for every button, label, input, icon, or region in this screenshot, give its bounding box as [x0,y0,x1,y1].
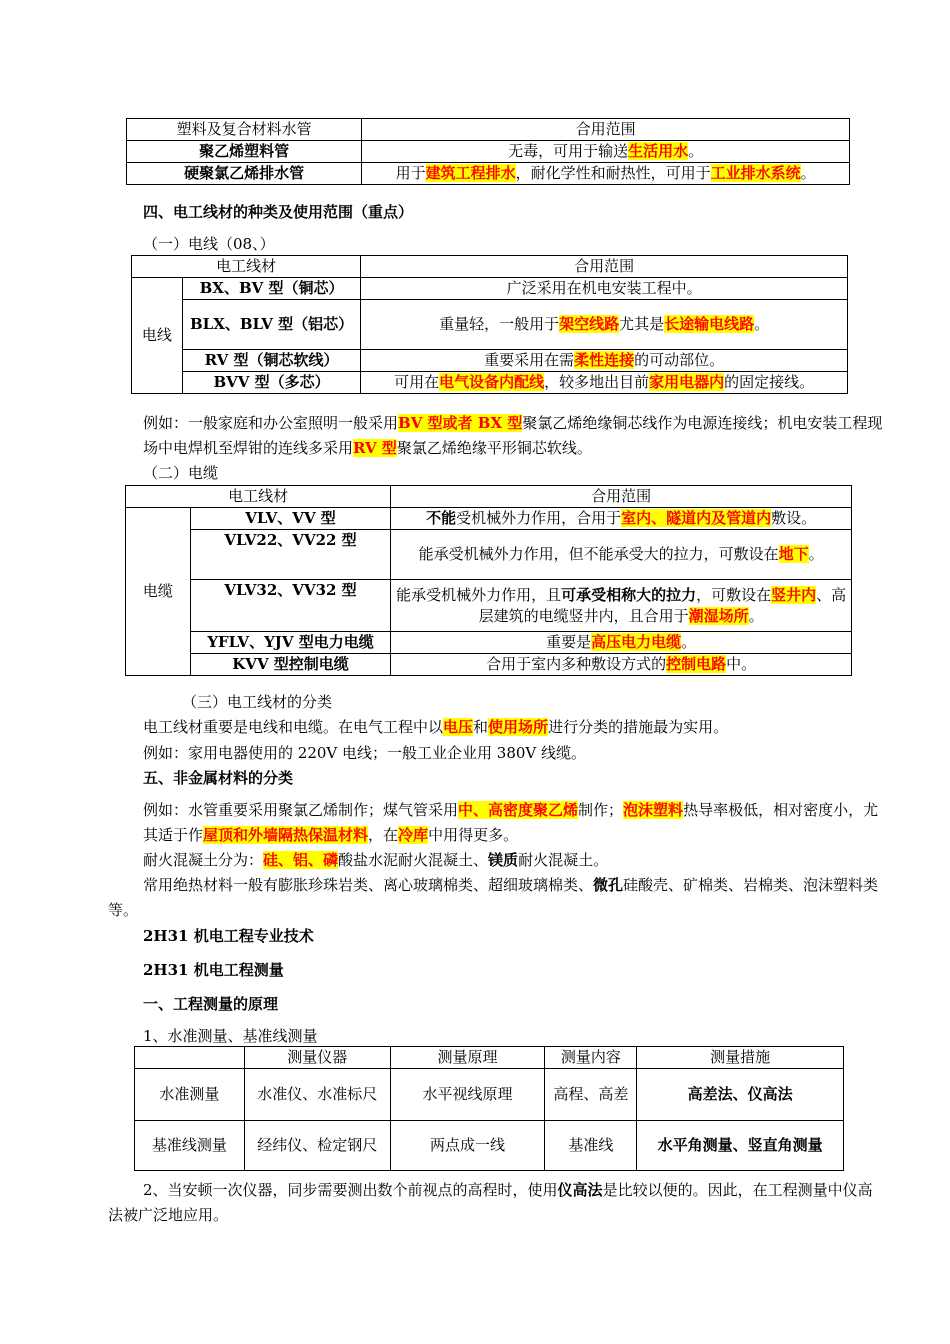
survey-subtitle: 1、水准测量、基准线测量 [143,1027,318,1045]
highlight: 冷库 [398,826,429,844]
survey-method: 高差法、仪高法 [637,1069,844,1121]
wire-type: RV 型（铜芯软线） [182,350,360,372]
cable-desc: 重要是高压电力电缆。 [391,632,852,654]
highlight: 控制电路 [666,655,727,673]
highlight: BV 型或者 BX 型 [398,414,523,432]
wire-subtitle: （一）电线（08、） [143,235,275,253]
class-example: 例如：家用电器使用的 220V 电线；一般工业企业用 380V 线缆。 [143,744,587,762]
highlight: 潮湿场所 [688,606,749,625]
survey-principle: 水平视线原理 [390,1069,545,1121]
table-row [135,1069,844,1121]
highlight: 架空线路 [559,315,620,333]
highlight: RV 型 [353,439,397,457]
section5-title: 五、非金属材料的分类 [143,769,294,787]
highlight: 高压电力电缆 [591,633,682,651]
cable-type: VLV22、VV22 型 [190,530,390,580]
wire-example: 例如：一般家庭和办公室照明一般采用BV 型或者 BX 型聚氯乙烯绝缘铜芯线作为电源连接线；机电安装工程现场中电焊机至焊钳的连线多采用RV 型聚氯乙烯绝缘平形铜芯软线。 [143,414,883,457]
insulation-line: 常用绝热材料一般有膨胀珍珠岩类、离心玻璃棉类、超细玻璃棉类、微孔硅酸壳、矿棉类、岩棉类、泡沫塑料类等。 [108,876,879,919]
table-row [132,300,848,350]
highlight: 中、高密度聚乙烯 [458,801,579,819]
wire-desc: 重量轻，一般用于架空线路尤其是长途输电线路。 [361,300,848,350]
highlight: 硅、铝、磷 [263,851,339,869]
highlight: 屋顶和外墙隔热保温材料 [203,826,369,844]
pipe-desc: 用于建筑工程排水，耐化学性和耐热性，可用于工业排水系统。 [362,163,850,185]
header-cell: 测量原理 [390,1047,545,1069]
survey-principle: 两点成一线 [390,1121,545,1171]
highlight: 竖井内 [771,585,817,604]
highlight: 电压 [443,718,474,736]
wire-table [131,255,848,394]
section4-title: 四、电工线材的种类及使用范围（重点） [143,203,414,221]
cable-type: YFLV、YJV 型电力电缆 [190,632,390,654]
highlight: 柔性连接 [574,351,635,369]
wire-desc: 广泛采用在机电安装工程中。 [361,278,848,300]
wire-type: BVV 型（多芯） [182,372,360,394]
group-cell: 电线 [132,278,183,394]
plastic-pipe-table [126,118,850,185]
group-cell: 电缆 [126,508,191,676]
cable-type: VLV、VV 型 [190,508,390,530]
table-row [135,1121,844,1171]
header-cell: 合用范围 [362,119,850,141]
highlight: 家用电器内 [649,373,725,391]
header-cell: 测量仪器 [244,1047,390,1069]
section1-title: 一、工程测量的原理 [143,995,279,1013]
survey-content: 高程、高差 [545,1069,637,1121]
wire-desc: 重要采用在需柔性连接的可动部位。 [361,350,848,372]
survey-type: 基准线测量 [135,1121,245,1171]
highlight: 生活用水 [628,142,689,160]
survey-method: 水平角测量、竖直角测量 [637,1121,844,1171]
cable-subtitle: （二）电缆 [143,464,219,482]
header-cell: 测量措施 [637,1047,844,1069]
table-row [132,350,848,372]
highlight: 使用场所 [488,718,549,736]
survey-table [134,1046,844,1171]
survey-content: 基准线 [545,1121,637,1171]
highlight: 电气设备内配线 [439,373,545,391]
table-row [127,163,850,185]
highlight: 泡沫塑料 [623,801,684,819]
table-header-row [126,486,852,508]
pipe-desc: 无毒，可用于输送生活用水。 [362,141,850,163]
survey-instrument: 经纬仪、检定钢尺 [244,1121,390,1171]
cable-table [125,485,852,676]
header-cell: 电工线材 [132,256,361,278]
section-title: 2H31 机电工程测量 [143,961,284,979]
table-row [126,632,852,654]
refractory-line: 耐火混凝土分为：硅、铝、磷酸盐水泥耐火混凝土、镁质耐火混凝土。 [143,851,609,869]
highlight: 地下 [778,545,809,563]
chapter-title: 2H31 机电工程专业技术 [143,927,314,945]
header-cell: 测量内容 [545,1047,637,1069]
table-row [127,141,850,163]
highlight: 工业排水系统 [710,164,801,182]
table-row [126,508,852,530]
table-row [126,654,852,676]
pipe-name: 聚乙烯塑料管 [127,141,362,163]
survey-instrument: 水准仪、水准标尺 [244,1069,390,1121]
table-header-row [127,119,850,141]
survey-note: 2、当安顿一次仪器，同步需要测出数个前视点的高程时，使用仪高法是比较以便的。因此，在工程测量中仪高法被广泛地应用。 [108,1181,873,1224]
highlight: 室内、隧道内及管道内 [621,509,772,527]
cable-type: KVV 型控制电缆 [190,654,390,676]
header-cell [135,1047,245,1069]
cable-desc: 不能受机械外力作用，合用于室内、隧道内及管道内敷设。 [391,508,852,530]
cable-desc: 合用于室内多种敷设方式的控制电路中。 [391,654,852,676]
highlight: 长途输电线路 [664,315,755,333]
survey-type: 水准测量 [135,1069,245,1121]
class-subtitle: （三）电工线材的分类 [182,693,333,711]
cable-desc: 能承受机械外力作用，且可承受相称大的拉力，可敷设在竖井内、高层建筑的电缆竖井内，且合用于潮湿场所。 [391,580,852,632]
highlight: 建筑工程排水 [425,164,516,182]
table-header-row [132,256,848,278]
wire-type: BX、BV 型（铜芯） [182,278,360,300]
cable-type: VLV32、VV32 型 [190,580,390,632]
table-row [126,580,852,632]
pipe-name: 硬聚氯乙烯排水管 [127,163,362,185]
header-cell: 电工线材 [126,486,391,508]
table-row [126,530,852,580]
nonmetal-example: 例如：水管重要采用聚氯乙烯制作；煤气管采用中、高密度聚乙烯制作；泡沫塑料热导率极低，相对密度小，尤其适于作屋顶和外墙隔热保温材料，在冷库中用得更多。 [143,801,879,844]
cable-desc: 能承受机械外力作用，但不能承受大的拉力，可敷设在地下。 [391,530,852,580]
header-cell: 塑料及复合材料水管 [127,119,362,141]
header-cell: 合用范围 [361,256,848,278]
table-row [132,372,848,394]
wire-type: BLX、BLV 型（铝芯） [182,300,360,350]
header-cell: 合用范围 [391,486,852,508]
table-header-row [135,1047,844,1069]
table-row [132,278,848,300]
wire-desc: 可用在电气设备内配线，较多地出目前家用电器内的固定接线。 [361,372,848,394]
class-line: 电工线材重要是电线和电缆。在电气工程中以电压和使用场所进行分类的措施最为实用。 [143,718,729,736]
